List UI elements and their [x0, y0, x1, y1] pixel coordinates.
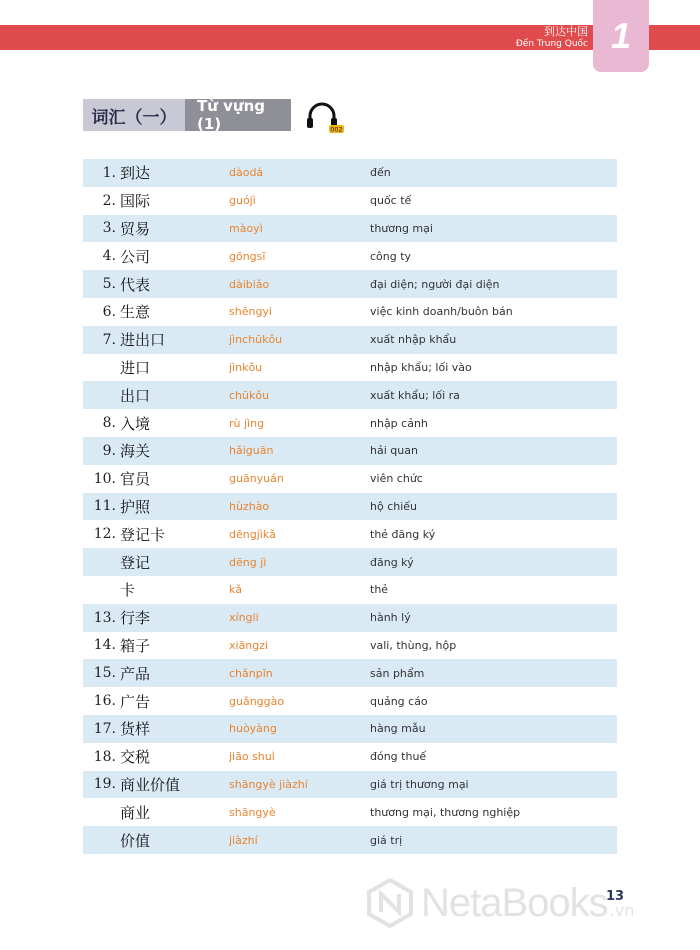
- vocab-pinyin: shāngyè jiàzhí: [229, 777, 308, 791]
- vocab-meaning: đóng thuế: [370, 750, 427, 764]
- vocab-meaning: nhập cảnh: [370, 416, 428, 430]
- vocab-hanzi: 护照: [120, 497, 151, 516]
- section-heading: [83, 99, 291, 131]
- vocab-number: 5.: [102, 276, 116, 293]
- vocab-pinyin: jiāo shuì: [229, 750, 275, 764]
- vocab-pinyin: dàibiǎo: [229, 277, 270, 291]
- vocab-meaning: hộ chiếu: [370, 499, 418, 513]
- vocab-meaning: hàng mẫu: [370, 722, 426, 736]
- vocab-number: 1.: [102, 164, 116, 181]
- table-row: [83, 632, 617, 660]
- page-number: 13: [606, 889, 625, 904]
- table-row: [83, 798, 617, 826]
- vocab-pinyin: guójì: [229, 194, 256, 208]
- vocab-hanzi: 国际: [120, 192, 151, 211]
- lesson-number: 1: [610, 15, 632, 56]
- vocab-pinyin: xiāngzi: [229, 638, 269, 652]
- vocab-hanzi: 官员: [120, 470, 151, 489]
- vocab-meaning: việc kinh doanh/buôn bán: [370, 305, 513, 319]
- vocab-number: 2.: [102, 192, 116, 209]
- lesson-title-cn: 到达中国: [544, 25, 588, 38]
- table-row: [83, 659, 617, 687]
- vocab-pinyin: jìnchūkǒu: [229, 333, 283, 347]
- vocab-number: 11.: [93, 498, 116, 515]
- vocab-number: 6.: [102, 303, 116, 320]
- vocab-pinyin: huòyàng: [229, 722, 277, 736]
- table-row: [83, 826, 617, 854]
- table-row: [83, 437, 617, 465]
- vocab-hanzi: 货样: [120, 720, 151, 739]
- table-row: [83, 743, 617, 771]
- section-title-vn: Từ vựng (1): [185, 99, 291, 131]
- vocab-meaning: thương mại: [370, 221, 433, 235]
- vocab-hanzi: 登记: [120, 553, 151, 572]
- table-row: [83, 270, 617, 298]
- vocab-pinyin: chǎnpǐn: [229, 666, 273, 680]
- vocab-meaning: thẻ: [370, 583, 389, 597]
- vocab-pinyin: xíngli: [229, 611, 259, 625]
- table-row: [83, 215, 617, 243]
- vocab-hanzi: 代表: [120, 275, 151, 294]
- table-row: [83, 465, 617, 493]
- table-row: [83, 298, 617, 326]
- lesson-title-vn: Đến Trung Quốc: [515, 39, 588, 49]
- vocab-hanzi: 商业: [120, 803, 151, 822]
- vocab-pinyin: chūkǒu: [229, 388, 270, 402]
- vocab-hanzi: 箱子: [120, 636, 151, 655]
- vocab-number: 9.: [102, 442, 116, 459]
- vocab-meaning: giá trị: [370, 833, 403, 847]
- table-row: [83, 159, 617, 187]
- vocab-meaning: sản phẩm: [370, 666, 425, 680]
- vocab-hanzi: 商业价值: [120, 775, 181, 794]
- vocab-meaning: hải quan: [370, 444, 418, 458]
- table-row: [83, 326, 617, 354]
- watermark-suffix: .vn: [609, 900, 635, 920]
- vocab-pinyin: màoyì: [229, 221, 263, 235]
- vocab-pinyin: guānyuán: [229, 472, 284, 486]
- vocab-pinyin: jìnkǒu: [229, 360, 263, 374]
- watermark-text: NetaBooks: [421, 880, 608, 925]
- vocab-meaning: công ty: [370, 249, 412, 263]
- table-row: [83, 548, 617, 576]
- table-row: [83, 493, 617, 521]
- vocab-number: 10.: [93, 470, 116, 487]
- table-row: [83, 576, 617, 604]
- table-row: [83, 520, 617, 548]
- audio-track-label: 002: [330, 125, 343, 134]
- vocab-hanzi: 登记卡: [120, 525, 166, 544]
- vocab-meaning: xuất nhập khẩu: [370, 333, 457, 347]
- table-row: [83, 604, 617, 632]
- vocab-number: 12.: [93, 526, 116, 543]
- lesson-title: [516, 26, 588, 50]
- vocab-pinyin: shāngyè: [229, 805, 276, 819]
- vocab-number: 7.: [102, 331, 116, 348]
- vocab-meaning: viên chức: [370, 472, 423, 486]
- vocab-hanzi: 出口: [120, 386, 151, 405]
- vocab-hanzi: 卡: [120, 581, 136, 600]
- vocabulary-table: [83, 159, 617, 854]
- vocab-meaning: quảng cáo: [370, 694, 428, 708]
- table-row: [83, 242, 617, 270]
- vocab-pinyin: gōngsī: [229, 249, 266, 263]
- vocab-hanzi: 进口: [120, 358, 151, 377]
- table-row: [83, 687, 617, 715]
- vocab-hanzi: 广告: [120, 692, 151, 711]
- table-row: [83, 409, 617, 437]
- vocab-meaning: đại diện; người đại diện: [370, 277, 500, 291]
- vocab-meaning: quốc tế: [370, 194, 412, 208]
- vocab-pinyin: dēngjìkǎ: [229, 527, 276, 541]
- vocab-number: 4.: [102, 248, 116, 265]
- vocab-hanzi: 贸易: [120, 219, 151, 238]
- vocab-hanzi: 产品: [120, 664, 151, 683]
- vocab-pinyin: jiàzhí: [229, 833, 258, 847]
- vocab-hanzi: 公司: [120, 247, 151, 266]
- vocab-meaning: đến: [370, 166, 391, 180]
- vocab-meaning: thẻ đăng ký: [370, 527, 436, 541]
- table-row: [83, 381, 617, 409]
- section-title-cn: 词汇（一）: [83, 99, 185, 131]
- vocab-hanzi: 海关: [120, 442, 151, 461]
- vocab-pinyin: guǎnggào: [229, 694, 285, 708]
- vocab-hanzi: 到达: [120, 164, 151, 183]
- vocab-meaning: nhập khẩu; lối vào: [370, 360, 472, 374]
- vocab-pinyin: shēngyi: [229, 305, 272, 319]
- lesson-number-tab: [593, 0, 649, 72]
- vocab-hanzi: 生意: [120, 303, 151, 322]
- vocab-hanzi: 价值: [120, 831, 151, 850]
- vocab-number: 18.: [93, 748, 116, 765]
- netabooks-logo-icon: [365, 878, 415, 928]
- vocab-number: 17.: [93, 720, 116, 737]
- vocab-meaning: giá trị thương mại: [370, 777, 469, 791]
- vocab-pinyin: hǎiguān: [229, 444, 274, 458]
- table-row: [83, 354, 617, 382]
- vocab-number: 14.: [93, 637, 116, 654]
- vocab-pinyin: dēng jì: [229, 555, 267, 569]
- vocab-pinyin: kǎ: [229, 583, 243, 597]
- table-row: [83, 771, 617, 799]
- vocab-meaning: thương mại, thương nghiệp: [370, 805, 521, 819]
- vocab-number: 8.: [102, 415, 116, 432]
- vocab-pinyin: rù jìng: [229, 416, 265, 430]
- vocab-number: 16.: [93, 693, 116, 710]
- vocab-number: 3.: [102, 220, 116, 237]
- vocab-meaning: đăng ký: [370, 555, 414, 569]
- vocab-hanzi: 行李: [120, 609, 151, 628]
- headphones-icon[interactable]: [304, 100, 344, 136]
- vocab-pinyin: dàodá: [229, 166, 264, 180]
- vocab-hanzi: 进出口: [120, 331, 166, 350]
- vocab-meaning: hành lý: [370, 611, 411, 625]
- vocab-number: 19.: [93, 776, 116, 793]
- vocab-pinyin: hùzhào: [229, 499, 270, 513]
- watermark: [365, 878, 634, 928]
- table-row: [83, 715, 617, 743]
- vocab-number: 15.: [93, 665, 116, 682]
- table-row: [83, 187, 617, 215]
- vocab-hanzi: 交税: [120, 748, 151, 767]
- vocab-meaning: vali, thùng, hộp: [370, 638, 457, 652]
- vocab-meaning: xuất khẩu; lối ra: [370, 388, 460, 402]
- vocab-number: 13.: [93, 609, 116, 626]
- vocab-hanzi: 入境: [120, 414, 151, 433]
